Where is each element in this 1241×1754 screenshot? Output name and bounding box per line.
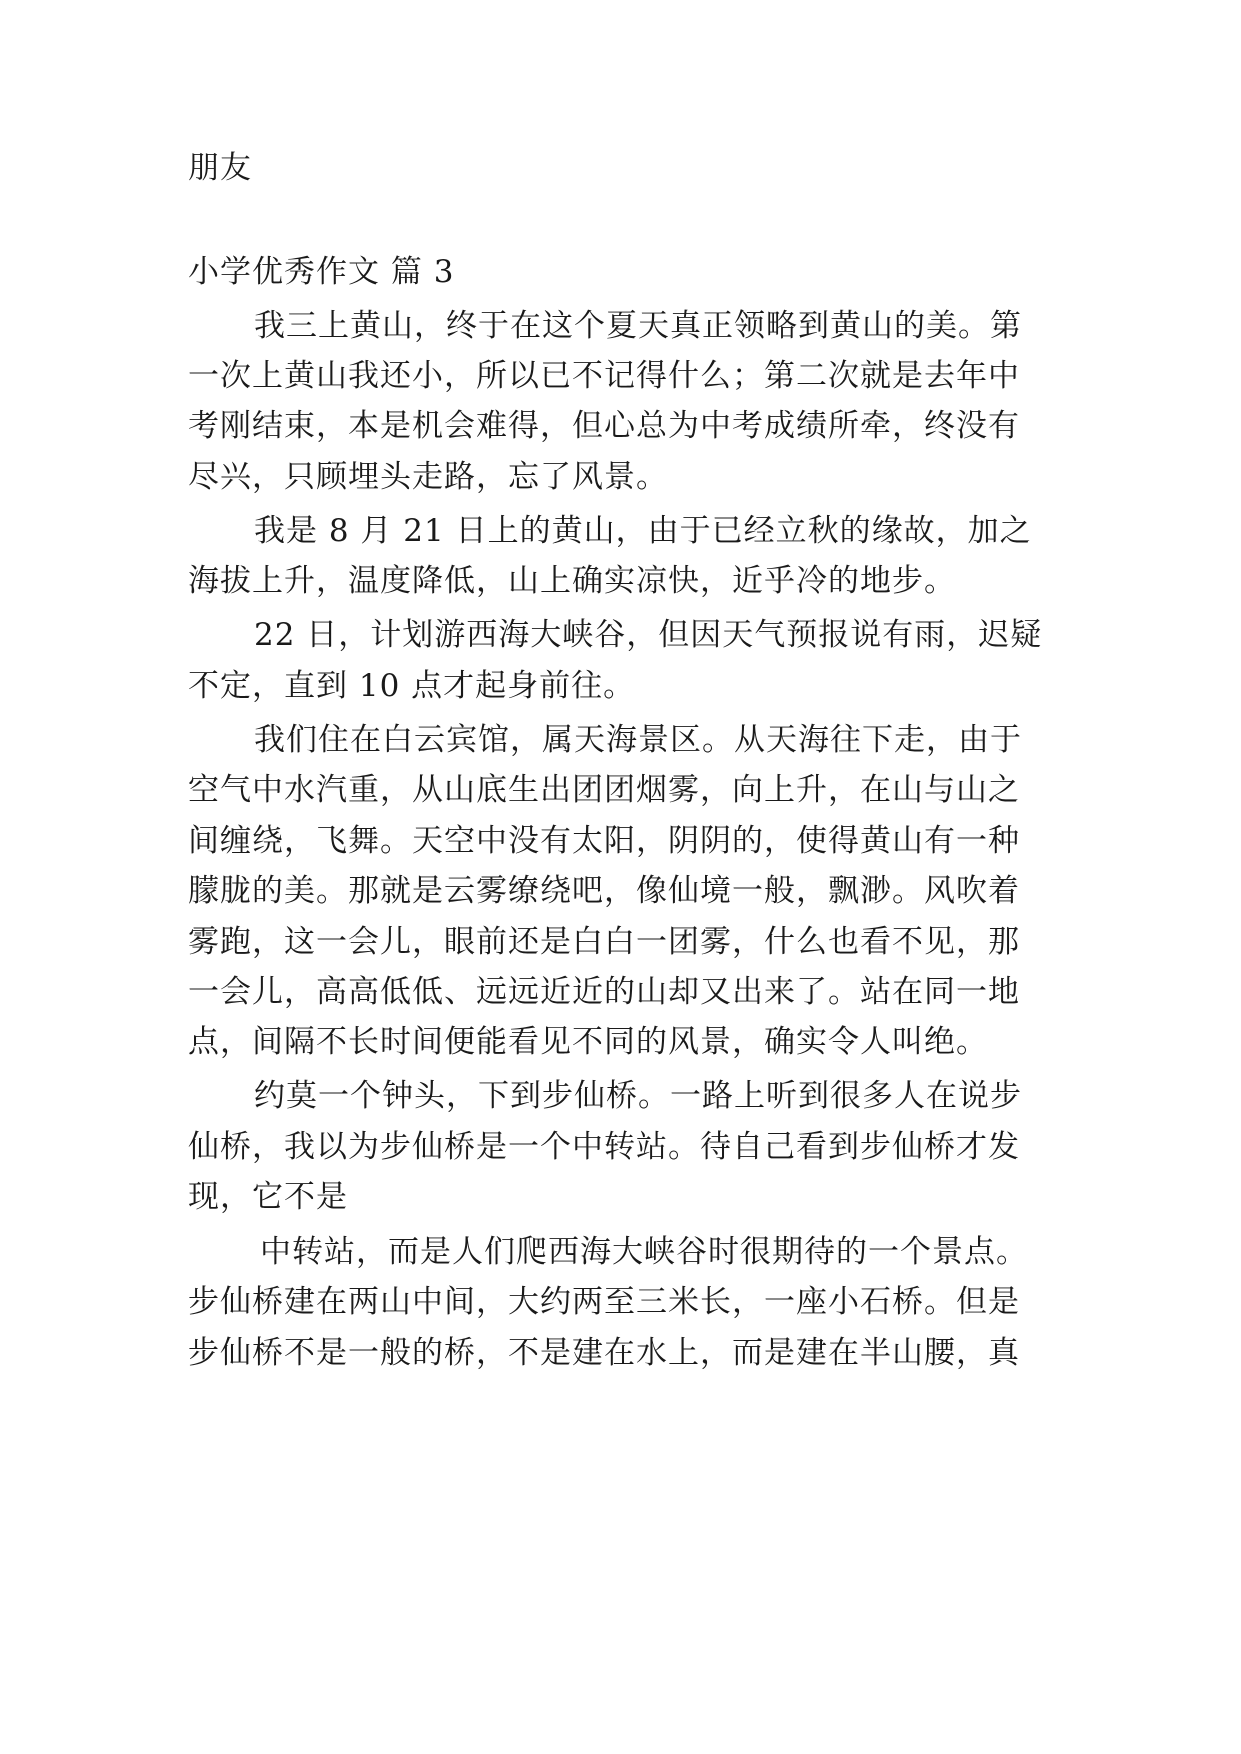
paragraph-line: 考刚结束，本是机会难得，但心总为中考成绩所牵，终没有 <box>188 408 1020 444</box>
paragraph-line: 步仙桥不是一般的桥，不是建在水上，而是建在半山腰，真 <box>188 1335 1020 1371</box>
paragraph-line: 一会儿，高高低低、远远近近的山却又出来了。站在同一地 <box>188 974 1020 1010</box>
paragraph-line: 仙桥，我以为步仙桥是一个中转站。待自己看到步仙桥才发 <box>188 1129 1020 1165</box>
paragraph-line: 空气中水汽重，从山底生出团团烟雾，向上升，在山与山之 <box>188 772 1020 808</box>
paragraph-line: 步仙桥建在两山中间，大约两至三米长，一座小石桥。但是 <box>188 1284 1020 1320</box>
previous-section-tail: 朋友 <box>188 150 252 186</box>
paragraph-line: 中转站，而是人们爬西海大峡谷时很期待的一个景点。 <box>260 1234 1028 1270</box>
paragraph-line: 朦胧的美。那就是云雾缭绕吧，像仙境一般，飘渺。风吹着 <box>188 873 1020 909</box>
paragraph-line: 我是 8 月 21 日上的黄山，由于已经立秋的缘故，加之 <box>254 513 1032 549</box>
paragraph-line: 不定，直到 10 点才起身前往。 <box>188 668 636 704</box>
paragraph-line: 22 日，计划游西海大峡谷，但因天气预报说有雨，迟疑 <box>254 617 1043 653</box>
section-heading: 小学优秀作文 篇 3 <box>188 254 455 290</box>
paragraph-line: 一次上黄山我还小，所以已不记得什么；第二次就是去年中 <box>188 358 1020 394</box>
paragraph-line: 约莫一个钟头，下到步仙桥。一路上听到很多人在说步 <box>254 1078 1022 1114</box>
paragraph-line: 我三上黄山，终于在这个夏天真正领略到黄山的美。第 <box>254 308 1022 344</box>
paragraph-line: 现，它不是 <box>188 1179 348 1215</box>
paragraph-line: 间缠绕，飞舞。天空中没有太阳，阴阴的，使得黄山有一种 <box>188 823 1020 859</box>
paragraph-line: 雾跑，这一会儿，眼前还是白白一团雾，什么也看不见，那 <box>188 924 1020 960</box>
paragraph-line: 海拔上升，温度降低，山上确实凉快，近乎冷的地步。 <box>188 563 956 599</box>
paragraph-line: 尽兴，只顾埋头走路，忘了风景。 <box>188 459 668 495</box>
paragraph-line: 我们住在白云宾馆，属天海景区。从天海往下走，由于 <box>254 722 1022 758</box>
paragraph-line: 点，间隔不长时间便能看见不同的风景，确实令人叫绝。 <box>188 1024 988 1060</box>
